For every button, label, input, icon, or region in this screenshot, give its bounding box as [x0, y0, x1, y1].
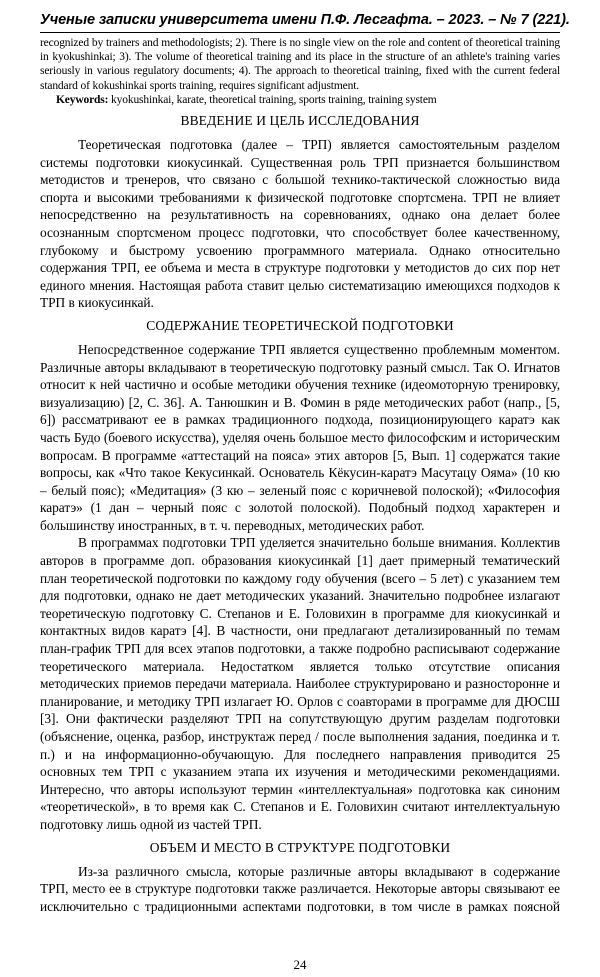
- section-heading-volume: ОБЪЕМ И МЕСТО В СТРУКТУРЕ ПОДГОТОВКИ: [149, 839, 451, 855]
- keywords-text: kyokushinkai, karate, theoretical training, sports training, training system: [108, 93, 437, 106]
- paragraph-content-1: Непосредственное содержание ТРП является существенно проблемным моментом. Различные авторы вкладывают в теоретическую подготовку разный смысл. Так О. Игнатов относит к ней частично и особые методики обучения технике (идеомоторную тренировку, визуализацию) [2, С. 36]. А. Танюшкин и В. Фомин в ряде методических работ (напр., [5, 6]) рассматривают ее в рамках традиционного подхода, позиционирующего каратэ как часть Будо (боевого искусства), уделяя очень большое место философским и историческим вопросам. В программе «аттестаций на пояса» этих авторов [5, Вып. 1] содержатся такие вопросы, как «Что такое Кекусинкай. Основатель Кёкусин-каратэ Масутацу Ояма» (10 кю – белый пояс); «Медитация» (3 кю – зеленый пояс с коричневой полоской); «Философия каратэ» (1 дан – черный пояс с золотой полоской). Подобный подход характерен и большинству иностранных, в т. ч. переводных, методических работ.: [40, 341, 560, 533]
- abstract-tail: recognized by trainers and methodologists; 2). There is no single view on the role and content of theoretical training in kyokushinkai; 3). The volume of theoretical training and its place in the structure of an athlete's training varies seriously in various regulatory documents; 4). The approach to theoretical training, fixed with the current federal standard of kokushinkai sports training, requires significant adjustment.: [40, 37, 560, 92]
- paragraph-introduction: Теоретическая подготовка (далее – ТРП) является самостоятельным разделом системы подготовки киокусинкай. Существенная роль ТРП признается большинством методистов и тренеров, что связано с большой технико-тактической сложностью вида спорта и высокими требованиями к физической подготовке спортсмена. ТРП не влияет непосредственно на результативность на соревнованиях, однако она делает более осознанным спортсменом процесс подготовки, что способствует более качественному, глубокому и быстрому усвоению программного материала. Однако относительно содержания ТРП, ее объема и места в структуре подготовки у методистов до сих пор нет единого мнения. Настоящая работа ставит целью систематизацию имеющихся подходов к ТРП в киокусинкай.: [40, 137, 560, 311]
- keywords-label: Keywords:: [56, 93, 109, 106]
- section-heading-introduction: ВВЕДЕНИЕ И ЦЕЛЬ ИССЛЕДОВАНИЯ: [180, 113, 420, 129]
- paragraph-content-2: В программах подготовки ТРП уделяется значительно больше внимания. Коллектив авторов в программе доп. образования киокусинкай [1] дает примерный тематический план теоретической подготовки по каждому году обучения (всего – 5 лет) с указанием тем для подготовки, однако не дает методических указаний. Значительно подробнее излагают теоретическую подготовку С. Степанов и Е. Головихин в программе для киокусинкай и контактных видов каратэ [4]. В частности, они предлагают детализированный по темам план-график ТРП для всех этапов подготовки, а также подробно расписывают содержание теоретического материала. Недостатком является только отсутствие описания методических приемов передачи материала. Наиболее структурировано и разносторонне и планирование, и методику ТРП излагает Ю. Орлов с соавторами в программе для ДЮСШ [3]. Они фактически разделяют ТРП на сопутствующую другим разделам подготовки (объяснение, оценка, разбор, инструктаж перед / после выполнения задания, поединка и т. п.) и на информационно-обучающую. Для последнего направления приводится 25 основных тем ТРП с указанием этапа их изучения и методическими рекомендациями. Интересно, что авторы используют термин «интеллектуальная» подготовка как синоним «теоретической», в то время как С. Степанов и Е. Головихин считают интеллектуальную подготовку лишь одной из частей ТРП.: [40, 535, 560, 832]
- section-heading-content: СОДЕРЖАНИЕ ТЕОРЕТИЧЕСКОЙ ПОДГОТОВКИ: [146, 317, 454, 333]
- keywords-line: [40, 93, 560, 107]
- page-number: 24: [293, 957, 307, 972]
- running-head: Ученые записки университета имени П.Ф. Лесгафта. – 2023. – № 7 (221).: [40, 10, 560, 33]
- paragraph-volume-1: Из-за различного смысла, которые различные авторы вкладывают в содержание ТРП, место ее в структуре подготовки также различается. Некоторые авторы связывают ее исключительно с традиционными аспектами подготовки, в том числе в рамках поясной: [40, 863, 560, 914]
